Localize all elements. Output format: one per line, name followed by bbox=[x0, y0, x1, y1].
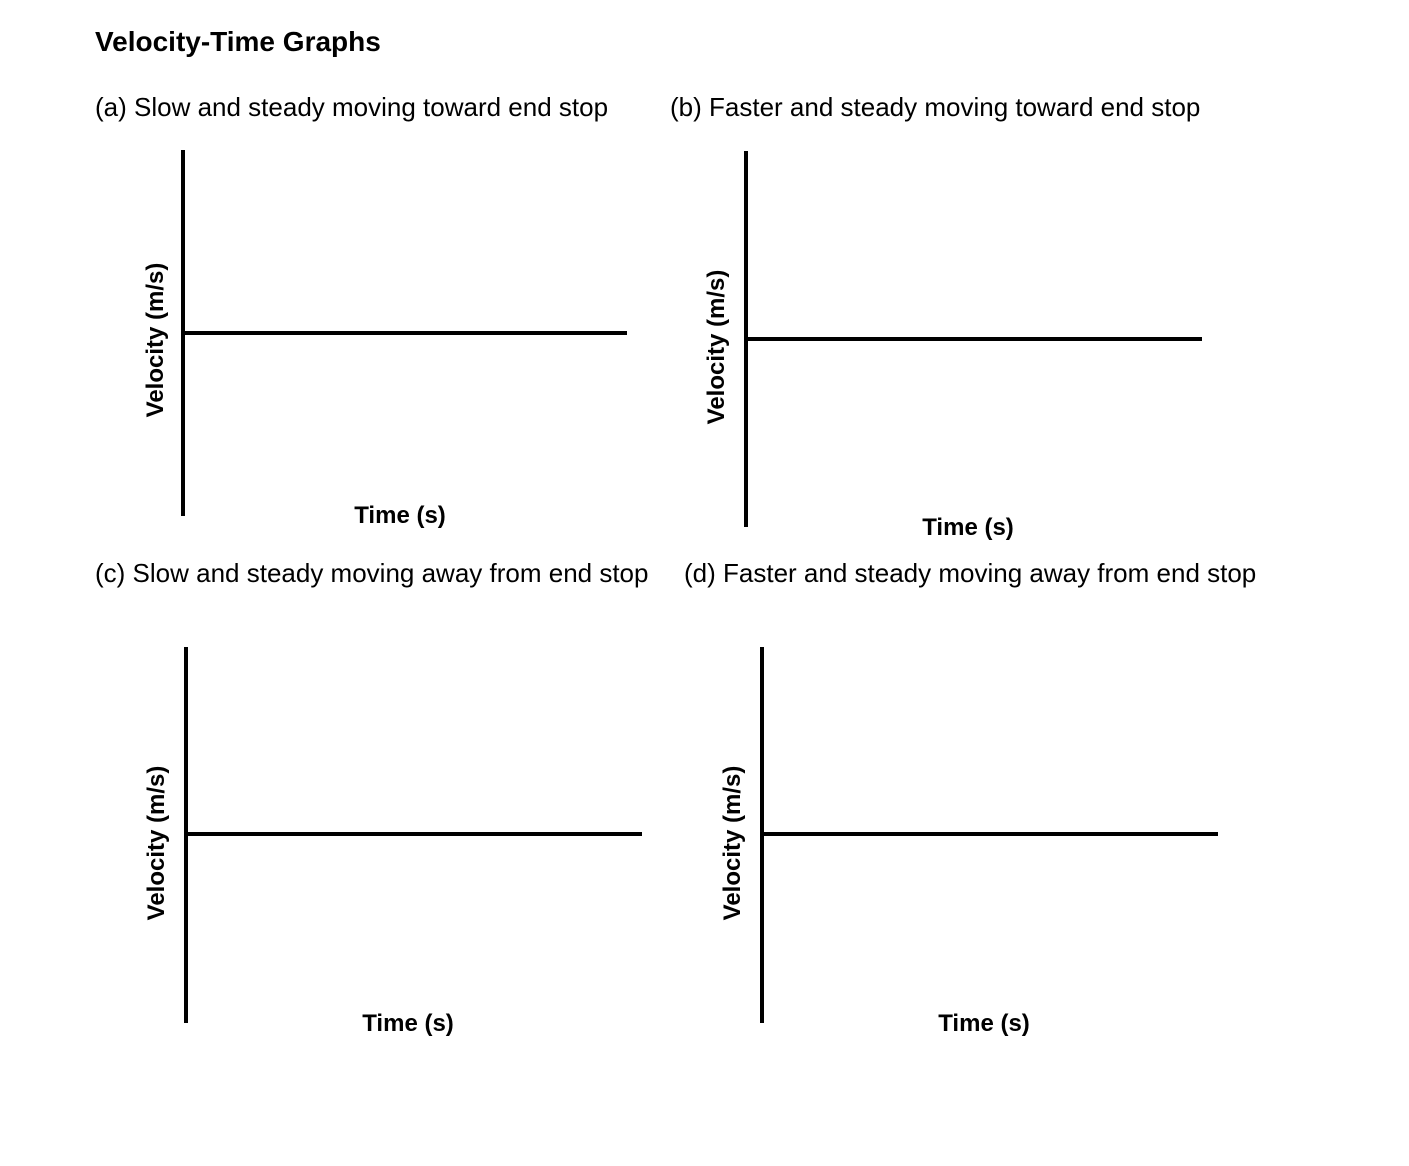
graph-b-x-label: Time (s) bbox=[922, 514, 1014, 541]
graph-d-y-label: Velocity (m/s) bbox=[719, 765, 746, 921]
graph-b-y-label: Velocity (m/s) bbox=[703, 269, 730, 425]
graph-b-caption: (b) Faster and steady moving toward end stop bbox=[670, 92, 1201, 122]
graph-d-x-axis bbox=[760, 832, 1218, 836]
graph-d-x-label: Time (s) bbox=[938, 1010, 1030, 1037]
graph-c-caption: (c) Slow and steady moving away from end stop bbox=[95, 558, 649, 588]
graph-a-caption: (a) Slow and steady moving toward end stop bbox=[95, 92, 609, 122]
graph-a-x-axis bbox=[181, 331, 627, 335]
graph-a-y-label: Velocity (m/s) bbox=[142, 262, 169, 418]
graph-c-y-label: Velocity (m/s) bbox=[143, 765, 170, 921]
graph-d-caption: (d) Faster and steady moving away from end stop bbox=[684, 558, 1257, 588]
graph-c-x-label: Time (s) bbox=[362, 1010, 454, 1037]
page-title: Velocity-Time Graphs bbox=[95, 26, 381, 57]
graph-a-x-label: Time (s) bbox=[354, 502, 446, 529]
graph-b-x-axis bbox=[744, 337, 1202, 341]
graph-c-x-axis bbox=[184, 832, 642, 836]
